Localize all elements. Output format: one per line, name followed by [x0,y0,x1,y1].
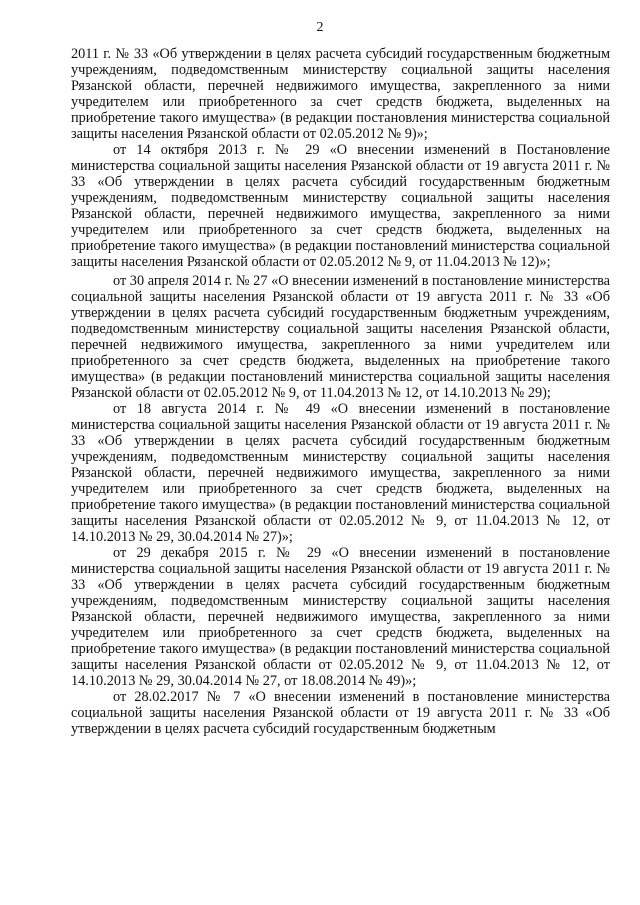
paragraph-amendment-2014-04-30: от 30 апреля 2014 г. № 27 «О внесении изменений в постановление министерства социальной защиты населения Рязанской области от 19 августа 2011 г. № 33 «Об утверждении в целях расчета субсидий государственным бюджетным учреждениям, подведомственным министерству социальной защиты населения Рязанской области, перечней недвижимого имущества, закрепленного за ними учредителем или приобретенного за счет средств бюджета, выделенных на приобретение такого имущества» (в редакции постановлений министерства социальной защиты населения Рязанской области от 02.05.2012 № 9, от 11.04.2013 № 12, от 14.10.2013 № 29); [71,273,610,401]
paragraph-continuation: 2011 г. № 33 «Об утверждении в целях расчета субсидий государственным бюджетным учреждениям, подведомственным министерству социальной защиты населения Рязанской области, перечней недвижимого имущества, закрепленного за ними учредителем или приобретенного за счет средств бюджета, выделенных на приобретение такого имущества» (в редакции постановления министерства социальной защиты населения Рязанской области от 02.05.2012 № 9)»; [71,46,610,142]
paragraph-amendment-2013-10-14: от 14 октября 2013 г. № 29 «О внесении изменений в Постановление министерства социальной защиты населения Рязанской области от 19 августа 2011 г. № 33 «Об утверждении в целях расчета субсидий государственным бюджетным учреждениям, подведомственным министерству социальной защиты населения Рязанской области, перечней недвижимого имущества, закрепленного за ними учредителем или приобретенного за счет средств бюджета, выделенных на приобретение такого имущества» (в редакции постановлений министерства социальной защиты населения Рязанской области от 02.05.2012 № 9, от 11.04.2013 № 12)»; [71,142,610,270]
paragraph-amendment-2015-12-29: от 29 декабря 2015 г. № 29 «О внесении изменений в постановление министерства социальной защиты населения Рязанской области от 19 августа 2011 г. № 33 «Об утверждении в целях расчета субсидий государственным бюджетным учреждениям, подведомственным министерству социальной защиты населения Рязанской области, перечней недвижимого имущества, закрепленного за ними учредителем или приобретенного за счет средств бюджета, выделенных на приобретение такого имущества» (в редакции постановлений министерства социальной защиты населения Рязанской области от 02.05.2012 № 9, от 11.04.2013 № 12, от 14.10.2013 № 29, 30.04.2014 № 27, от 18.08.2014 № 49)»; [71,545,610,689]
document-body [71,46,610,737]
paragraph-amendment-2014-08-18: от 18 августа 2014 г. № 49 «О внесении изменений в постановление министерства социальной защиты населения Рязанской области от 19 августа 2011 г. № 33 «Об утверждении в целях расчета субсидий государственным бюджетным учреждениям, подведомственным министерству социальной защиты населения Рязанской области, перечней недвижимого имущества, закрепленного за ними учредителем или приобретенного за счет средств бюджета, выделенных на приобретение такого имущества» (в редакции постановлений министерства социальной защиты населения Рязанской области от 02.05.2012 № 9, от 11.04.2013 № 12, от 14.10.2013 № 29, 30.04.2014 № 27)»; [71,401,610,545]
page-number: 2 [316,20,324,35]
paragraph-amendment-2017-02-28: от 28.02.2017 № 7 «О внесении изменений в постановление министерства социальной защиты населения Рязанской области от 19 августа 2011 г. № 33 «Об утверждении в целях расчета субсидий государственным бюджетным [71,689,610,737]
